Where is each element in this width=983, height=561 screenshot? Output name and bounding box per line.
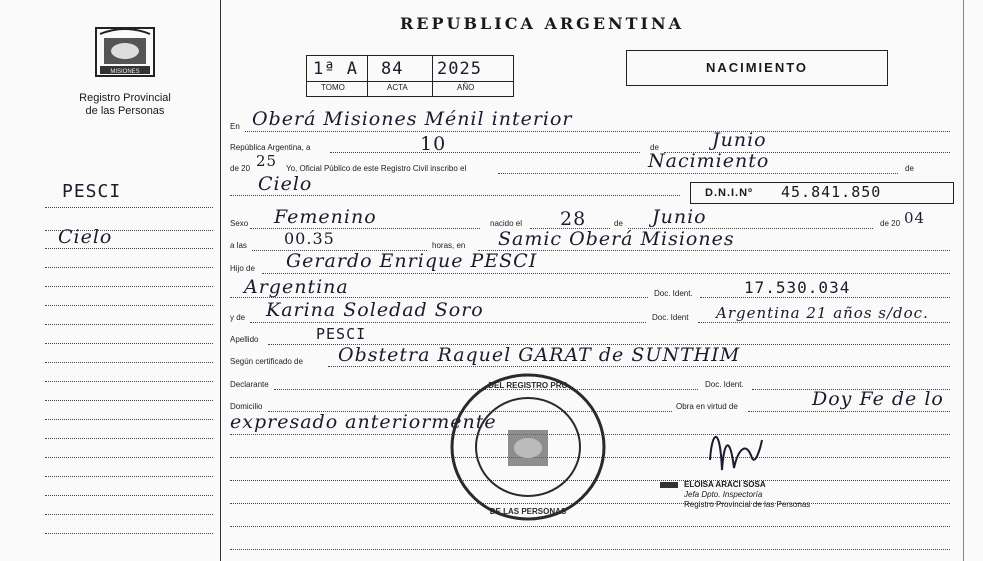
margin-surname: PESCI	[62, 181, 122, 202]
place-value: Oberá Misiones Ménil interior	[252, 108, 573, 130]
label-de2: de	[905, 164, 914, 173]
svg-text:MISIONES: MISIONES	[110, 69, 140, 75]
signatory-name: ELOISA ARACI SOSA	[684, 480, 766, 489]
label-nacido-el: nacido el	[490, 219, 523, 228]
label-doc-ident-2: Doc. Ident	[652, 313, 689, 322]
label-segun: Según certificado de	[230, 357, 303, 366]
signatory-role: Jefa Dpto. Inspectoría	[684, 490, 763, 499]
label-de-2004: de 20	[880, 219, 901, 228]
label-obra: Obra en virtud de	[676, 402, 738, 411]
label-doc-ident-1: Doc. Ident.	[654, 289, 693, 298]
document-type: NACIMIENTO	[705, 60, 809, 75]
record-number-box	[306, 55, 514, 97]
month-value: Junio	[712, 129, 767, 151]
day-value: 10	[420, 133, 447, 155]
birth-day-value: 28	[560, 208, 587, 230]
coat-of-arms-icon	[90, 22, 160, 84]
label-apellido: Apellido	[230, 335, 259, 344]
document-type-box	[626, 50, 888, 86]
label-domicilio: Domicilio	[230, 402, 263, 411]
signatory-org: Registro Provincial de las Personas	[684, 500, 811, 509]
label-sexo: Sexo	[230, 219, 249, 228]
label-a-las: a las	[230, 241, 247, 250]
label-de3: de	[614, 219, 623, 228]
tomo-value: 1ª A	[313, 59, 358, 79]
year-value: 25	[256, 152, 278, 170]
acta-label: ACTA	[387, 83, 408, 92]
margin-given-name: Cielo	[58, 226, 113, 248]
birth-place-value: Samic Oberá Misiones	[498, 228, 735, 250]
svg-text:DE LAS PERSONAS: DE LAS PERSONAS	[489, 507, 567, 516]
dni-box	[690, 182, 954, 204]
anio-value: 2025	[437, 59, 482, 79]
label-hijo-de: Hijo de	[230, 264, 255, 273]
anio-label: AÑO	[457, 83, 475, 92]
stamp-mark-icon	[660, 478, 678, 492]
birth-year-value: 04	[904, 209, 926, 227]
father-nationality-value: Argentina	[244, 276, 349, 298]
svg-text:DEL REGISTRO PRO: DEL REGISTRO PRO	[488, 381, 568, 390]
label-de1: de	[650, 143, 659, 152]
father-value: Gerardo Enrique PESCI	[286, 250, 538, 272]
org-name-line2: de las Personas	[85, 105, 165, 117]
acta-value: 84	[381, 59, 404, 79]
official-seal-icon	[448, 372, 608, 522]
surname-value: PESCI	[316, 325, 367, 343]
label-declarante: Declarante	[230, 380, 269, 389]
label-yo-oficial: Yo, Oficial Público de este Registro Civil inscribo el	[286, 164, 467, 173]
label-de-20: de 20	[230, 164, 251, 173]
org-name-line1: Registro Provincial	[79, 92, 171, 104]
label-horas-en: horas, en	[432, 241, 466, 250]
sex-value: Femenino	[274, 206, 377, 228]
mother-value: Karina Soledad Soro	[266, 299, 484, 321]
page-title: REPUBLICA ARGENTINA	[400, 14, 685, 33]
label-doc-ident-3: Doc. Ident.	[705, 380, 744, 389]
dni-label: D.N.I.Nº	[705, 187, 754, 199]
label-republica: República Argentina, a	[230, 143, 311, 152]
label-y-de: y de	[230, 313, 246, 322]
dni-value: 45.841.850	[781, 183, 882, 201]
act-type-value: Nacimiento	[648, 150, 770, 172]
continuation-value: expresado anteriormente	[230, 411, 497, 433]
birth-month-value: Junio	[652, 206, 707, 228]
certificate-value: Obstetra Raquel GARAT de SUNTHIM	[338, 344, 741, 366]
birth-time-value: 00.35	[284, 229, 335, 248]
mother-doc-value: Argentina 21 años s/doc.	[716, 304, 929, 322]
tomo-label: TOMO	[321, 83, 345, 92]
signature-icon	[700, 420, 780, 480]
father-doc-value: 17.530.034	[744, 278, 851, 297]
label-en: En	[230, 122, 240, 131]
name-value: Cielo	[258, 173, 313, 195]
obra-value: Doy Fe de lo	[812, 388, 944, 410]
